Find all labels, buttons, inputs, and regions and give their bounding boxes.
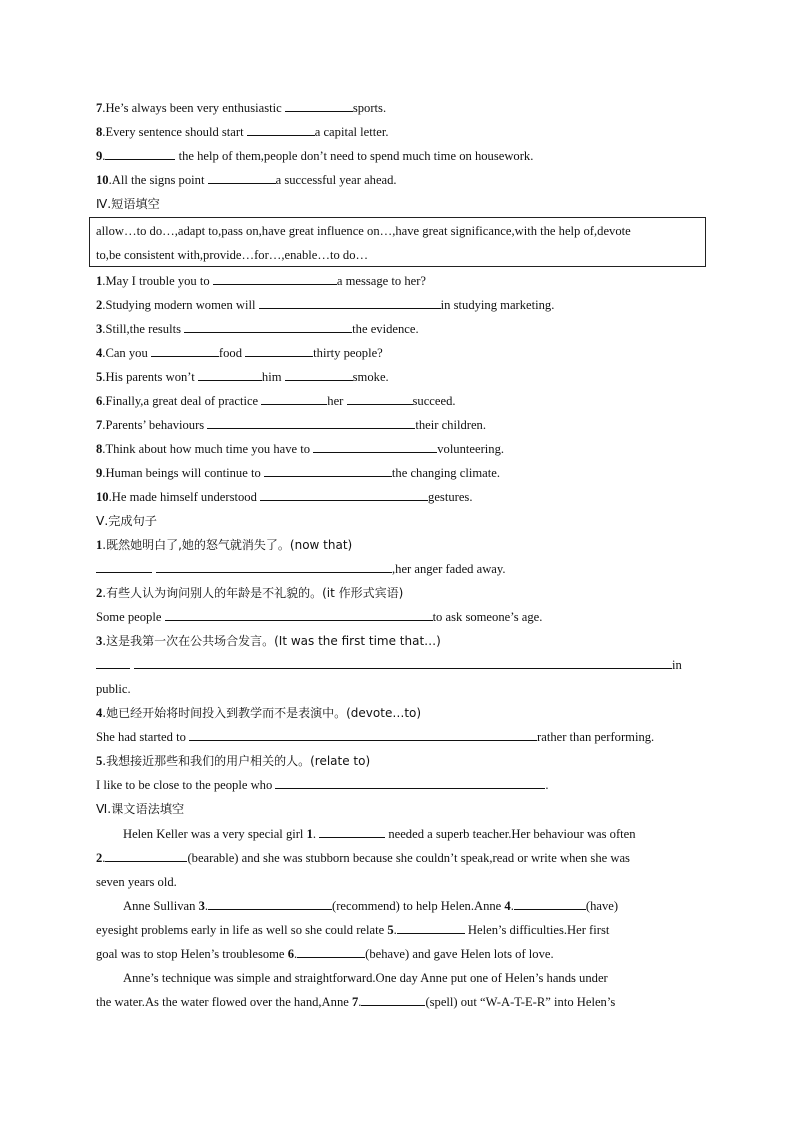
- answer-blank[interactable]: [285, 100, 353, 112]
- passage-line: Helen Keller was a very special girl 1. needed a superb teacher.Her behaviour was often: [123, 827, 636, 841]
- answer-line: in: [96, 656, 682, 674]
- answer-blank[interactable]: [264, 465, 392, 477]
- exercise-line: 3.Still,the results the evidence.: [96, 322, 419, 336]
- answer-blank[interactable]: [134, 657, 672, 669]
- answer-blank[interactable]: [347, 393, 413, 405]
- phrase-box-line: allow…to do…,adapt to,pass on,have great influence on…,have great significance,with the help of,devote: [96, 224, 631, 238]
- exercise-line: 5.His parents won’t him smoke.: [96, 370, 389, 384]
- answer-blank[interactable]: [208, 898, 332, 910]
- exercise-line: 2.Studying modern women will in studying marketing.: [96, 298, 555, 312]
- answer-line: ,her anger faded away.: [96, 560, 506, 578]
- answer-line-cont: public.: [96, 682, 131, 696]
- answer-blank[interactable]: [247, 124, 315, 136]
- passage-line: Anne’s technique was simple and straightforward.One day Anne put one of Helen’s hands under: [123, 971, 608, 985]
- answer-line: I like to be close to the people who .: [96, 778, 549, 792]
- answer-blank[interactable]: [397, 922, 465, 934]
- answer-blank[interactable]: [361, 994, 425, 1006]
- exercise-line: 6.Finally,a great deal of practice her succeed.: [96, 394, 456, 408]
- question-prompt: 4.她已经开始将时间投入到教学而不是表演中。(devote…to): [96, 706, 422, 720]
- answer-blank[interactable]: [184, 321, 352, 333]
- answer-blank[interactable]: [297, 946, 365, 958]
- answer-blank[interactable]: [198, 369, 262, 381]
- section-heading: Ⅳ.短语填空: [96, 197, 160, 211]
- exercise-line: 8.Every sentence should start a capital letter.: [96, 125, 389, 139]
- answer-blank[interactable]: [260, 489, 428, 501]
- answer-blank[interactable]: [165, 609, 433, 621]
- answer-blank[interactable]: [313, 441, 437, 453]
- passage-line: 2. (bearable) and she was stubborn because she couldn’t speak,read or write when she was: [96, 851, 630, 865]
- exercise-line: 7.Parents’ behaviours their children.: [96, 418, 486, 432]
- answer-blank[interactable]: [96, 561, 152, 573]
- passage-line: eyesight problems early in life as well so she could relate 5. Helen’s difficulties.Her first: [96, 923, 610, 937]
- exercise-line: 9. the help of them,people don’t need to spend much time on housework.: [96, 149, 534, 163]
- answer-blank[interactable]: [213, 273, 337, 285]
- answer-blank[interactable]: [105, 148, 175, 160]
- section-heading: Ⅵ.课文语法填空: [96, 802, 185, 816]
- exercise-line: 8.Think about how much time you have to volunteering.: [96, 442, 505, 456]
- answer-blank[interactable]: [275, 777, 545, 789]
- question-prompt: 1.既然她明白了,她的怒气就消失了。(now that): [96, 538, 353, 552]
- answer-blank[interactable]: [261, 393, 327, 405]
- exercise-line: 9.Human beings will continue to the changing climate.: [96, 466, 500, 480]
- phrase-box-line: to,be consistent with,provide…for…,enable…to do…: [96, 248, 369, 262]
- answer-blank[interactable]: [285, 369, 353, 381]
- answer-blank[interactable]: [105, 850, 187, 862]
- exercise-line: 1.May I trouble you to a message to her?: [96, 274, 426, 288]
- answer-blank[interactable]: [189, 729, 537, 741]
- exercise-line: 10.He made himself understood gestures.: [96, 490, 473, 504]
- answer-line: Some people to ask someone’s age.: [96, 610, 543, 624]
- question-prompt: 3.这是我第一次在公共场合发言。(It was the first time that…): [96, 634, 441, 648]
- answer-blank[interactable]: [259, 297, 441, 309]
- answer-line: She had started to rather than performing.: [96, 730, 655, 744]
- exercise-line: 10.All the signs point a successful year ahead.: [96, 173, 397, 187]
- answer-blank[interactable]: [208, 172, 276, 184]
- exercise-line: 7.He’s always been very enthusiastic sports.: [96, 101, 387, 115]
- passage-line: goal was to stop Helen’s troublesome 6. (behave) and gave Helen lots of love.: [96, 947, 554, 961]
- section-heading: Ⅴ.完成句子: [96, 514, 157, 528]
- exercise-line: 4.Can you food thirty people?: [96, 346, 383, 360]
- passage-line: Anne Sullivan 3. (recommend) to help Helen.Anne 4. (have): [123, 899, 619, 913]
- question-prompt: 2.有些人认为询问别人的年龄是不礼貌的。(it 作形式宾语): [96, 586, 404, 600]
- passage-line: seven years old.: [96, 875, 177, 889]
- answer-blank[interactable]: [151, 345, 219, 357]
- answer-blank[interactable]: [96, 657, 130, 669]
- answer-blank[interactable]: [514, 898, 586, 910]
- question-prompt: 5.我想接近那些和我们的用户相关的人。(relate to): [96, 754, 371, 768]
- answer-blank[interactable]: [207, 417, 415, 429]
- answer-blank[interactable]: [319, 826, 385, 838]
- answer-blank[interactable]: [245, 345, 313, 357]
- answer-blank[interactable]: [156, 561, 392, 573]
- passage-line: the water.As the water flowed over the hand,Anne 7. (spell) out “W-A-T-E-R” into Helen’s: [96, 995, 616, 1009]
